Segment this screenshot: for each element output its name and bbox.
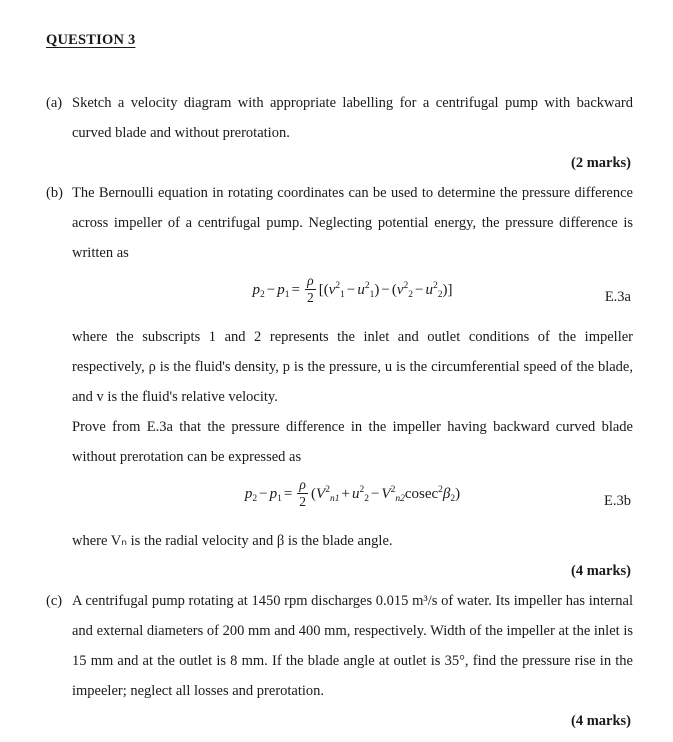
part-b-marker: (b)	[46, 185, 63, 201]
part-b-text-3: Prove from E.3a that the pressure difference in the impeller having backward curved blade without prerotation can be expressed as	[72, 419, 633, 465]
equation-e3a-tag: E.3a	[604, 289, 631, 305]
question-part-c	[46, 586, 633, 736]
question-part-a	[46, 88, 633, 178]
part-b-marks: (4 marks)	[570, 563, 631, 579]
part-a-body	[72, 88, 633, 178]
equation-e3a	[72, 274, 633, 318]
question-body	[46, 88, 633, 736]
equation-e3a-expression: $p_2 - p_1$ = $\frac{\rho}{2}$ $[(v^2_1 - u^2_1) - (v^2_2 - u^2_2)]$	[252, 273, 453, 305]
equation-e3a-fraction-den: 2	[306, 289, 314, 305]
part-c-marker: (c)	[46, 593, 63, 609]
part-c-body	[72, 586, 633, 736]
equation-e3b-tag: E.3b	[604, 493, 631, 509]
part-b-text-1: The Bernoulli equation in rotating coordinates can be used to determine the pressure difference across impeller of a centrifugal pump. Neglecting potential energy, the pressure difference is written as	[72, 185, 633, 261]
part-a-marker: (a)	[46, 95, 63, 111]
equation-e3b-fraction-num: ρ	[299, 477, 306, 492]
equation-e3a-fraction-num: ρ	[307, 273, 314, 288]
part-b-body	[72, 178, 633, 586]
equation-e3b-fraction-den: 2	[299, 493, 307, 509]
question-part-b	[46, 178, 633, 586]
equation-e3a-fraction	[305, 273, 316, 306]
equation-e3b-fraction	[297, 477, 308, 510]
part-c-marks: (4 marks)	[570, 713, 631, 729]
part-c-text: A centrifugal pump rotating at 1450 rpm discharges 0.015 m³/s of water. Its impeller has internal and external diameters of 200 mm and 400 mm, respectively. Width of the impeller at the inlet is 15 mm and at the outlet is 8 mm. If the blade angle at outlet is 35°, find the pressure rise in the impeeler; neglect all losses and prerotation.	[72, 593, 633, 699]
part-a-marks: (2 marks)	[570, 155, 631, 171]
page-title: QUESTION 3	[46, 32, 136, 48]
equation-e3b	[72, 478, 633, 522]
part-b-text-4: where Vₙ is the radial velocity and β is the blade angle.	[72, 533, 393, 549]
part-b-text-2: where the subscripts 1 and 2 represents the inlet and outlet conditions of the impeller respectively, ρ is the fluid's density, p is the pressure, u is the circumferential speed of the blade, and v is the fluid's relative velocity.	[72, 329, 633, 405]
part-a-text: Sketch a velocity diagram with appropriate labelling for a centrifugal pump with backward curved blade and without prerotation.	[72, 95, 633, 141]
equation-e3b-expression: $p_2 - p_1$ = $\frac{\rho}{2}$ $(V^2_{n1} + u^2_2 - V^2_{n2}cosec^2\beta_2)$	[244, 477, 461, 509]
